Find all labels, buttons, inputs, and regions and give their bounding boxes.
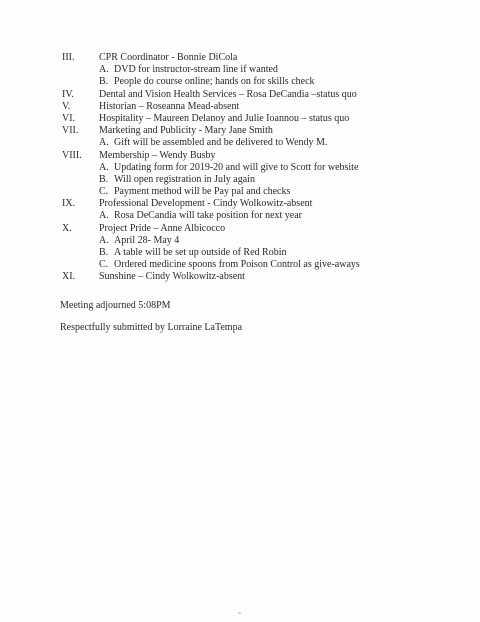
section-heading-row [0, 271, 480, 283]
section-numeral: VII. [62, 125, 79, 137]
section-heading: Historian – Roseanna Mead-absent [99, 100, 240, 112]
section-heading-row [0, 150, 480, 162]
sub-item-text: Updating form for 2019-20 and will give to Scott for website [114, 161, 359, 173]
sub-item-row [0, 186, 480, 198]
section-heading: Hospitality – Maureen Delanoy and Julie Ioannou – status quo [99, 112, 350, 124]
sub-item-text: Gift will be assembled and be delivered to Wendy M. [114, 137, 328, 149]
sub-item-text: Ordered medicine spoons from Poison Control as give-aways [114, 259, 360, 271]
sub-item-row [0, 235, 480, 247]
sub-item-row [0, 162, 480, 174]
section-numeral: VIII. [62, 149, 82, 161]
section-heading: Project Pride – Anne Albicocco [99, 222, 226, 234]
sub-item-text: Will open registration in July again [114, 173, 255, 185]
minutes-outline [0, 52, 480, 284]
sub-item-letter: B. [99, 76, 109, 88]
section-heading-row [0, 101, 480, 113]
section-numeral: V. [62, 100, 71, 112]
section-heading: Marketing and Publicity - Mary Jane Smith [99, 125, 273, 137]
sub-item-row [0, 76, 480, 88]
section-heading-row [0, 198, 480, 210]
sub-item-row [0, 64, 480, 76]
section-numeral: IX. [62, 198, 76, 210]
sub-item-text: People do course online; hands on for skills check [114, 76, 315, 88]
section-heading: Membership – Wendy Busby [99, 149, 216, 161]
sub-item-row [0, 259, 480, 271]
sub-item-text: DVD for instructor-stream line if wanted [114, 64, 278, 76]
sub-item-text: A table will be set up outside of Red Robin [114, 247, 287, 258]
sub-item-row [0, 137, 480, 149]
section-numeral: XI. [62, 271, 76, 283]
sub-item-row [0, 210, 480, 222]
sub-item-letter: A. [99, 210, 109, 222]
submitted-by-text: Respectfully submitted by Lorraine LaTempa [60, 322, 243, 333]
sub-item-letter: A. [99, 161, 109, 173]
section-heading-row [0, 113, 480, 125]
section-heading: Sunshine – Cindy Wolkowitz-absent [99, 271, 245, 283]
section-heading-row [0, 89, 480, 101]
section-numeral: III. [62, 52, 75, 63]
meeting-adjourned-text: Meeting adjourned 5:08PM [60, 300, 171, 311]
sub-item-letter: C. [99, 186, 109, 198]
sub-item-letter: A. [99, 234, 109, 246]
section-numeral: VI. [62, 112, 76, 124]
sub-item-letter: B. [99, 247, 109, 258]
section-heading-row [0, 223, 480, 235]
section-numeral: IV. [62, 88, 74, 100]
sub-item-text: Rosa DeCandia will take position for next year [114, 210, 303, 222]
sub-item-letter: A. [99, 137, 109, 149]
section-heading-row [0, 52, 480, 64]
section-heading: Dental and Vision Health Services – Rosa DeCandia –status quo [99, 88, 357, 100]
section-numeral: X. [62, 222, 72, 234]
sub-item-letter: A. [99, 64, 109, 76]
sub-item-text: April 28- May 4 [114, 234, 180, 246]
sub-item-letter: B. [99, 173, 109, 185]
sub-item-text: Payment method will be Pay pal and checks [114, 186, 291, 198]
sub-item-row [0, 174, 480, 186]
section-heading: CPR Coordinator - Bonnie DiCola [99, 52, 238, 63]
scan-speck [238, 612, 241, 614]
section-heading-row [0, 125, 480, 137]
sub-item-letter: C. [99, 259, 109, 271]
section-heading: Professional Development - Cindy Wolkowitz-absent [99, 198, 313, 210]
sub-item-row [0, 247, 480, 259]
